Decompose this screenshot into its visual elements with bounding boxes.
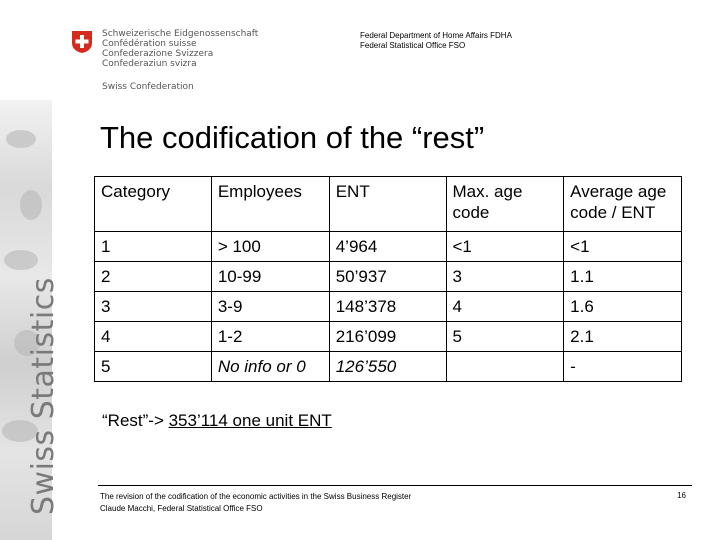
swiss-statistics-vertical-text: Swiss Statistics [26,277,61,515]
confederation-line: Confederaziun svizra [102,59,197,69]
footer-line-2: Claude Macchi, Federal Statistical Office FSO [100,504,263,513]
rest-note-value: 353’114 one unit ENT [168,411,332,430]
table-row [95,292,682,322]
column-header: Average age code / ENT [564,177,682,232]
footer-divider [98,485,692,486]
table-cell: 10-99 [211,262,329,292]
confederation-line: Confederazione Svizzera [102,49,214,59]
column-header: Employees [211,177,329,232]
page-number: 16 [677,491,686,500]
table-cell [446,352,564,382]
table-cell: - [564,352,682,382]
table-cell: 5 [95,352,212,382]
table-cell: 2.1 [564,322,682,352]
footer-text [100,491,411,515]
column-header: ENT [329,177,446,232]
table-cell: 2 [95,262,212,292]
swiss-flag-icon [70,30,94,54]
table-cell: 5 [446,322,564,352]
table-cell: No info or 0 [211,352,329,382]
table-header-row [95,177,682,232]
table-cell: 4 [446,292,564,322]
confederation-line: Schweizerische Eidgenossenschaft [102,29,259,39]
table-row [95,352,682,382]
slide-title: The codification of the “rest” [100,120,485,155]
table-cell: 4 [95,322,212,352]
table-cell: 3 [95,292,212,322]
table-cell: 3 [446,262,564,292]
table-cell: 4’964 [329,232,446,262]
swiss-confederation-label: Swiss Confederation [102,82,194,92]
table-cell: > 100 [211,232,329,262]
table-cell: <1 [446,232,564,262]
department-line: Federal Department of Home Affairs FDHA [360,31,512,40]
column-header: Category [95,177,212,232]
footer-line-1: The revision of the codification of the economic activities in the Swiss Business Register [100,492,412,501]
table-cell: 216’099 [329,322,446,352]
table-cell: 1 [95,232,212,262]
department-info [360,31,512,51]
confederation-line: Confédération suisse [102,39,197,49]
table-cell: 148’378 [329,292,446,322]
table-cell: 3-9 [211,292,329,322]
table-cell: 1.6 [564,292,682,322]
confederation-names [102,29,258,69]
rest-note-prefix: “Rest”-> [102,411,169,430]
table-cell: 126’550 [329,352,446,382]
table-cell: 50’937 [329,262,446,292]
table-cell: 1-2 [211,322,329,352]
column-header: Max. age code [446,177,564,232]
table-cell: <1 [564,232,682,262]
side-photo-strip [0,100,61,540]
table-row [95,232,682,262]
office-line: Federal Statistical Office FSO [360,41,466,50]
table-row [95,322,682,352]
category-table [94,176,682,382]
rest-note [102,411,332,431]
table-cell: 1.1 [564,262,682,292]
table-row [95,262,682,292]
